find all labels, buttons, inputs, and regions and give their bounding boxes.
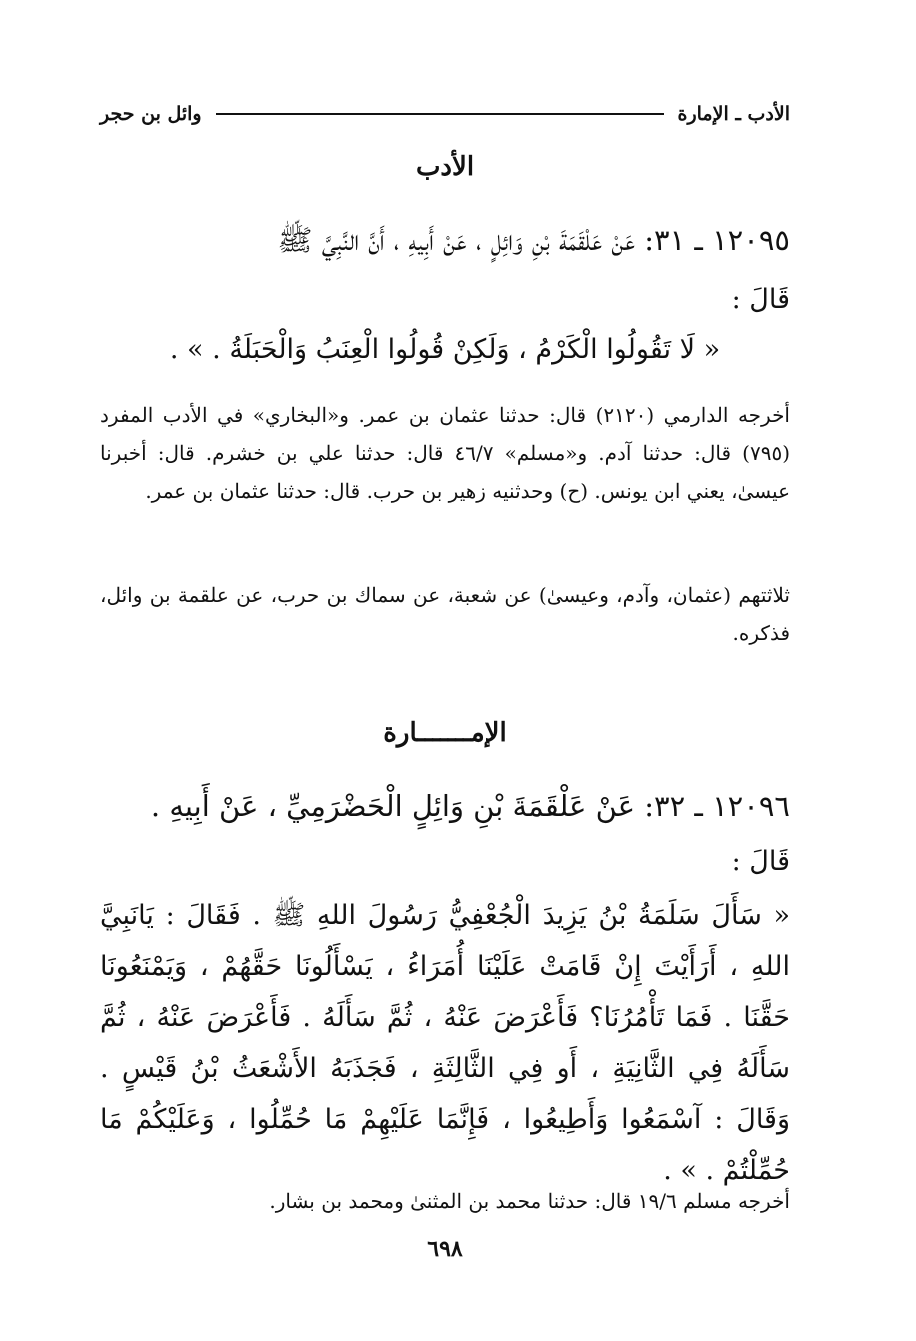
hadith-12095-qal: قَالَ : [731,284,790,315]
header-companion-name: وائل بن حجر [100,103,202,125]
header-chapter-title: الأدب ـ الإمارة [677,103,790,125]
hadith-12095-matn: « لَا تَقُولُوا الْكَرْمُ ، وَلَكِنْ قُولُوا الْعِنَبُ وَالْحَبَلَةُ . » . [169,334,721,365]
running-header [100,96,790,132]
hadith-12096-qal: قَالَ : [731,846,790,877]
hadith-12096-matn: « سَأَلَ سَلَمَةُ بْنُ يَزِيدَ الْجُعْفِيُّ رَسُولَ اللهِ ﷺ . فَقَالَ : يَانَبِيَّ اللهِ ، أَرَأَيْتَ إِنْ قَامَتْ عَلَيْنَا أُمَرَاءُ ، يَسْأَلُونَا حَقَّهُمْ ، وَيَمْنَعُونَا حَقَّنَا . فَمَا تَأْمُرُنَا؟ فَأَعْرَضَ عَنْهُ ، ثُمَّ سَأَلَهُ . فَأَعْرَضَ عَنْهُ ، ثُمَّ سَأَلَهُ فِي الثَّانِيَةِ ، أَو فِي الثَّالِثَةِ ، فَجَذَبَهُ الأَشْعَثُ بْنُ قَيْسٍ . وَقَالَ : آسْمَعُوا وَأَطِيعُوا ، فَإِنَّمَا عَلَيْهِمْ مَا حُمِّلُوا ، وَعَلَيْكُمْ مَا حُمِّلْتُمْ . » . [100,900,790,1186]
hadith-12096-takhrij: أخرجه مسلم ١٩/٦ قال: حدثنا محمد بن المثنىٰ ومحمد بن بشار. [269,1189,790,1213]
hadith-12095-takhrij-1: أخرجه الدارمي (٢١٢٠) قال: حدثنا عثمان بن عمر. و«البخاري» في الأدب المفرد (٧٩٥) قال: حدثنا آدم. و«مسلم» ٤٦/٧ قال: حدثنا علي بن خشرم. قال: أخبرنا عيسىٰ، يعني ابن يونس. (ح) وحدثنيه زهير بن حرب. قال: حدثنا عثمان بن عمر. [100,403,790,503]
hadith-12095-takhrij-2: ثلاثتهم (عثمان، وآدم، وعيسىٰ) عن شعبة، عن سماك بن حرب، عن علقمة بن وائل، فذكره. [100,583,791,645]
header-rule [216,113,664,115]
hadith-12095-isnad: ١٢٠٩٥ ـ ٣١: عَنْ عَلْقَمَةَ بْنِ وَائِلٍ ، عَنْ أَبِيهِ ، أَنَّ النَّبِيَّ ﷺ [277,223,790,257]
hadith-12096-isnad: ١٢٠٩٦ ـ ٣٢: عَنْ عَلْقَمَةَ بْنِ وَائِلٍ الْحَضْرَمِيِّ ، عَنْ أَبِيهِ . [150,789,790,823]
section-title-imara: الإمـــــــارة [383,718,507,748]
section-title-adab: الأدب [415,152,475,182]
page-number: ٦٩٨ [427,1236,463,1262]
